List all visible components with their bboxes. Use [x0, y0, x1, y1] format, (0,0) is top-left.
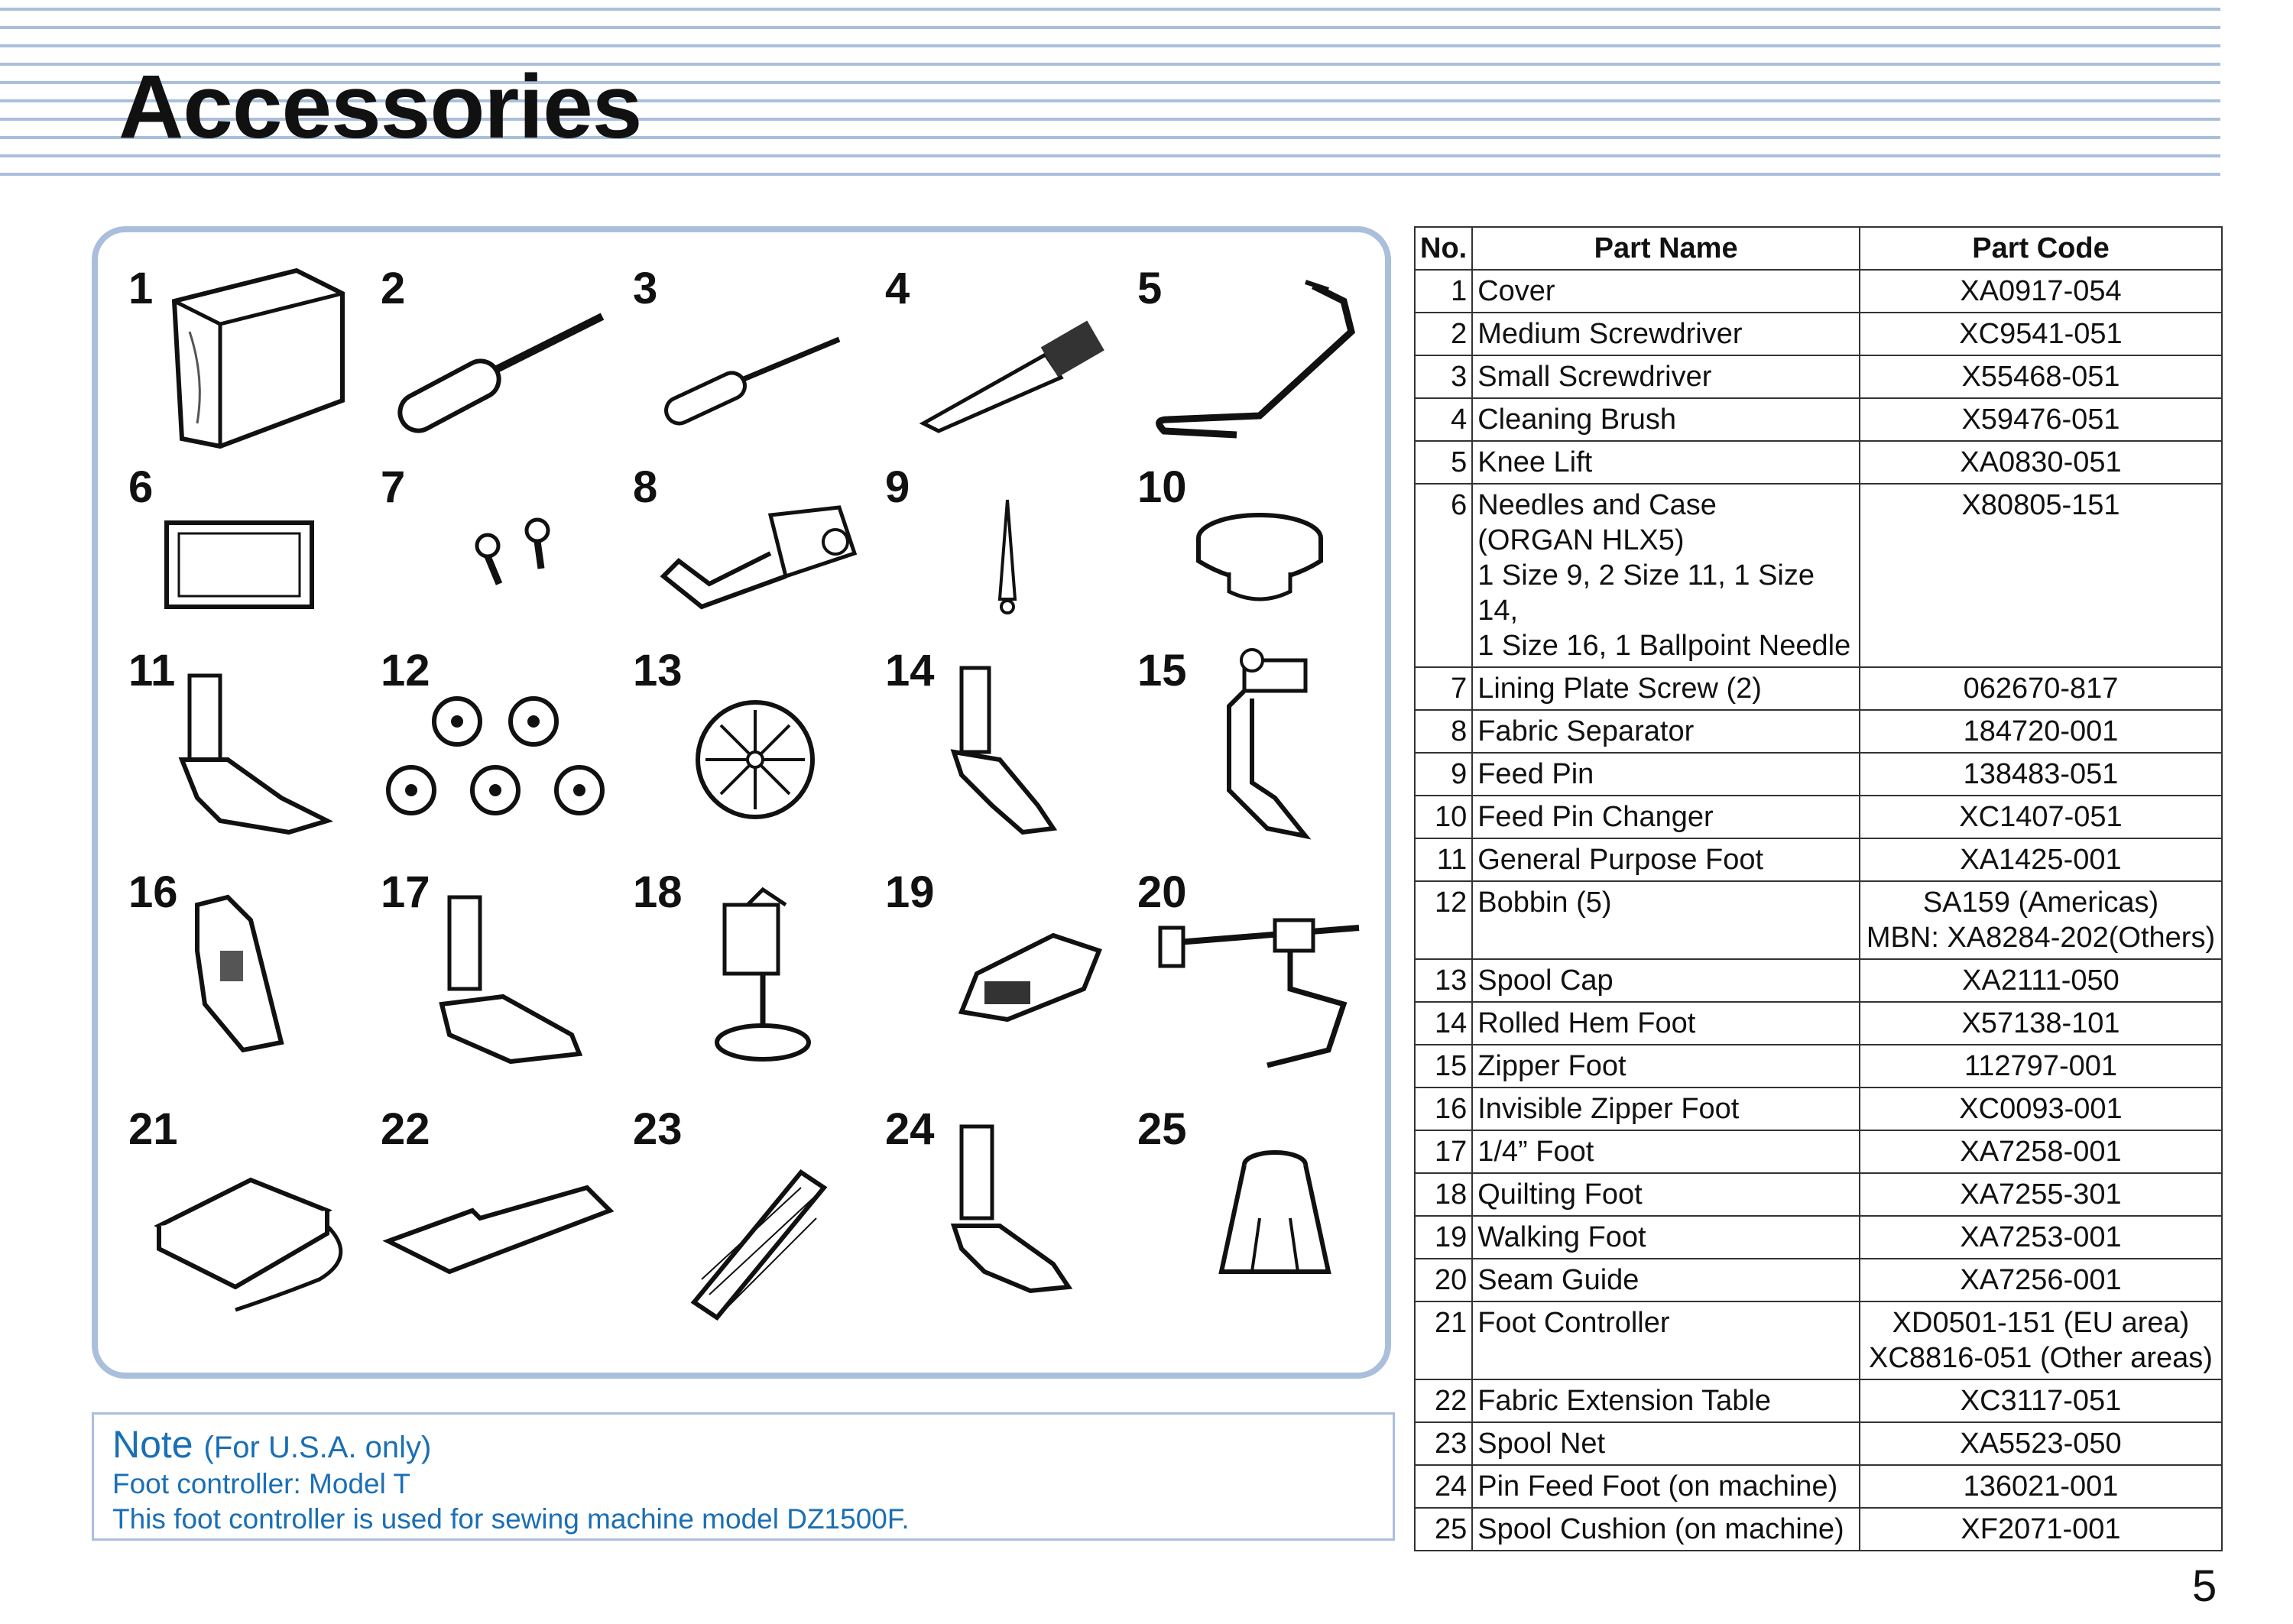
row-no: 14 — [1415, 1002, 1472, 1045]
row-no: 17 — [1415, 1130, 1472, 1173]
row-no: 5 — [1415, 441, 1472, 484]
item-number: 4 — [885, 264, 910, 313]
item-number: 16 — [128, 867, 178, 917]
accessories-illustration-panel — [92, 226, 1391, 1379]
feed-pin-changer-icon — [1183, 500, 1336, 614]
row-name: Knee Lift — [1472, 441, 1860, 484]
medium-screwdriver-icon — [381, 293, 625, 446]
accessory-cell-20 — [1137, 867, 1390, 1081]
screw-icon — [442, 507, 595, 614]
accessory-cell-15 — [1137, 645, 1390, 851]
row-name: Spool Net — [1472, 1422, 1860, 1465]
accessory-cell-22 — [381, 1104, 633, 1333]
accessory-cell-17 — [381, 867, 633, 1081]
usa-note-box — [92, 1412, 1395, 1541]
row-name: Rolled Hem Foot — [1472, 1002, 1860, 1045]
row-name: 1/4” Foot — [1472, 1130, 1860, 1173]
row-name: Cover — [1472, 270, 1860, 313]
item-number: 20 — [1137, 867, 1187, 917]
row-code: 184720-001 — [1860, 710, 2222, 753]
row-no: 2 — [1415, 313, 1472, 355]
table-row — [1415, 753, 2222, 796]
row-name: Feed Pin — [1472, 753, 1860, 796]
row-code: XA7258-001 — [1860, 1130, 2222, 1173]
row-name: Medium Screwdriver — [1472, 313, 1860, 355]
col-header-code: Part Code — [1860, 227, 2222, 270]
item-number: 23 — [633, 1104, 683, 1154]
row-code-line: XC8816-051 (Other areas) — [1869, 1342, 2213, 1374]
row-no: 7 — [1415, 667, 1472, 710]
row-code-line: SA159 (Americas) — [1922, 887, 2159, 919]
row-code: 112797-001 — [1860, 1045, 2222, 1088]
row-name-line: Needles and Case — [1477, 489, 1717, 521]
row-name: Quilting Foot — [1472, 1173, 1860, 1216]
row-no: 10 — [1415, 796, 1472, 838]
row-code: XA0830-051 — [1860, 441, 2222, 484]
accessory-cell-5 — [1137, 263, 1390, 454]
rolled-hem-foot-icon — [946, 660, 1130, 851]
row-no: 9 — [1415, 753, 1472, 796]
table-row — [1415, 484, 2222, 667]
row-no: 1 — [1415, 270, 1472, 313]
pin-feed-foot-icon — [939, 1119, 1122, 1318]
table-row — [1415, 270, 2222, 313]
row-name: Cleaning Brush — [1472, 398, 1860, 441]
row-name — [1472, 484, 1860, 667]
fabric-separator-icon — [648, 492, 877, 630]
row-no: 20 — [1415, 1259, 1472, 1301]
accessory-cell-19 — [885, 867, 1137, 1081]
item-number: 6 — [128, 462, 154, 512]
item-number: 24 — [885, 1104, 935, 1154]
row-name-line: 1 Size 16, 1 Ballpoint Needle — [1477, 630, 1851, 662]
row-code: X59476-051 — [1860, 398, 2222, 441]
row-name: Feed Pin Changer — [1472, 796, 1860, 838]
row-no: 15 — [1415, 1045, 1472, 1088]
row-no: 25 — [1415, 1508, 1472, 1551]
item-number: 3 — [633, 264, 658, 313]
accessory-cell-14 — [885, 645, 1137, 851]
item-number: 19 — [885, 867, 935, 917]
row-code: XC3117-051 — [1860, 1379, 2222, 1422]
needles-case-icon — [159, 515, 342, 630]
row-name-line: (ORGAN HLX5) — [1477, 524, 1685, 556]
item-number: 1 — [128, 264, 154, 313]
row-name: Foot Controller — [1472, 1301, 1860, 1379]
table-row — [1415, 881, 2222, 959]
row-no: 23 — [1415, 1422, 1472, 1465]
note-line-1: Foot controller: Model T — [112, 1468, 411, 1499]
item-number: 5 — [1137, 264, 1163, 313]
row-code: 136021-001 — [1860, 1465, 2222, 1508]
note-qualifier: (For U.S.A. only) — [203, 1431, 432, 1464]
row-code: XA7256-001 — [1860, 1259, 2222, 1301]
extension-table-icon — [381, 1172, 633, 1295]
accessory-cell-13 — [633, 645, 885, 851]
item-number: 14 — [885, 646, 935, 695]
table-row — [1415, 398, 2222, 441]
row-code: XC1407-051 — [1860, 796, 2222, 838]
quilting-foot-icon — [694, 882, 877, 1081]
row-name: Fabric Extension Table — [1472, 1379, 1860, 1422]
spool-cap-icon — [679, 683, 832, 836]
accessory-cell-12 — [381, 645, 633, 851]
col-header-name: Part Name — [1472, 227, 1860, 270]
row-name: Seam Guide — [1472, 1259, 1860, 1301]
row-code: XA7255-301 — [1860, 1173, 2222, 1216]
quarter-inch-foot-icon — [434, 890, 625, 1073]
row-code: XA2111-050 — [1860, 959, 2222, 1002]
row-code: 138483-051 — [1860, 753, 2222, 796]
knee-lift-icon — [1145, 271, 1382, 454]
row-code: XC0093-001 — [1860, 1088, 2222, 1130]
table-row — [1415, 355, 2222, 398]
item-number: 2 — [381, 264, 406, 313]
item-number: 7 — [381, 462, 406, 512]
item-number: 9 — [885, 462, 910, 512]
presser-foot-icon — [174, 668, 373, 851]
row-name-line: 1 Size 9, 2 Size 11, 1 Size 14, — [1477, 559, 1815, 627]
row-code — [1860, 881, 2222, 959]
row-code: XA0917-054 — [1860, 270, 2222, 313]
row-code: XA7253-001 — [1860, 1216, 2222, 1259]
row-code: X57138-101 — [1860, 1002, 2222, 1045]
row-no: 24 — [1415, 1465, 1472, 1508]
row-no: 19 — [1415, 1216, 1472, 1259]
table-row — [1415, 1301, 2222, 1379]
row-code: XA5523-050 — [1860, 1422, 2222, 1465]
table-row — [1415, 1508, 2222, 1551]
row-code-line: MBN: XA8284-202(Others) — [1866, 922, 2216, 954]
table-header-row — [1415, 227, 2222, 270]
invisible-zipper-foot-icon — [182, 890, 365, 1073]
row-no: 3 — [1415, 355, 1472, 398]
row-no: 8 — [1415, 710, 1472, 753]
note-title: Note — [112, 1423, 193, 1466]
row-name: Bobbin (5) — [1472, 881, 1860, 959]
item-number: 22 — [381, 1104, 430, 1154]
spool-net-icon — [663, 1149, 847, 1325]
row-code: 062670-817 — [1860, 667, 2222, 710]
accessory-cell-16 — [128, 867, 381, 1081]
accessory-cell-7 — [381, 462, 633, 637]
table-row — [1415, 838, 2222, 881]
row-name: Fabric Separator — [1472, 710, 1860, 753]
row-name: Invisible Zipper Foot — [1472, 1088, 1860, 1130]
table-row — [1415, 959, 2222, 1002]
item-number: 8 — [633, 462, 658, 512]
accessory-cell-23 — [633, 1104, 885, 1333]
accessory-cell-11 — [128, 645, 381, 851]
row-no: 4 — [1415, 398, 1472, 441]
row-name: Pin Feed Foot (on machine) — [1472, 1465, 1860, 1508]
row-name: Lining Plate Screw (2) — [1472, 667, 1860, 710]
accessory-cell-21 — [128, 1104, 381, 1333]
table-row — [1415, 1002, 2222, 1045]
spool-cushion-icon — [1206, 1142, 1344, 1295]
table-row — [1415, 710, 2222, 753]
row-code — [1860, 1301, 2222, 1379]
foot-controller-icon — [144, 1165, 373, 1333]
table-row — [1415, 796, 2222, 838]
accessory-cell-24 — [885, 1104, 1137, 1333]
accessory-cell-25 — [1137, 1104, 1390, 1333]
table-row — [1415, 313, 2222, 355]
row-name: Spool Cap — [1472, 959, 1860, 1002]
row-code: XF2071-001 — [1860, 1508, 2222, 1551]
row-name: General Purpose Foot — [1472, 838, 1860, 881]
item-number: 12 — [381, 646, 430, 695]
row-no: 12 — [1415, 881, 1472, 959]
accessory-cell-1 — [128, 263, 381, 454]
page-number: 5 — [2192, 1561, 2217, 1611]
row-no: 11 — [1415, 838, 1472, 881]
feed-pin-icon — [977, 492, 1038, 630]
accessory-cell-18 — [633, 867, 885, 1081]
item-number: 15 — [1137, 646, 1187, 695]
row-name: Zipper Foot — [1472, 1045, 1860, 1088]
accessory-cell-6 — [128, 462, 381, 637]
table-row — [1415, 1422, 2222, 1465]
table-row — [1415, 1259, 2222, 1301]
table-row — [1415, 667, 2222, 710]
accessory-cell-10 — [1137, 462, 1390, 637]
table-row — [1415, 1379, 2222, 1422]
page-title: Accessories — [118, 57, 642, 157]
bobbin-icon — [381, 691, 633, 844]
small-screwdriver-icon — [648, 309, 877, 446]
table-row — [1415, 1465, 2222, 1508]
item-number: 17 — [381, 867, 430, 917]
note-line-2: This foot controller is used for sewing machine model DZ1500F. — [112, 1503, 910, 1535]
table-row — [1415, 1130, 2222, 1173]
row-code: XC9541-051 — [1860, 313, 2222, 355]
accessory-cell-8 — [633, 462, 885, 637]
cover-icon — [151, 263, 381, 462]
row-code: X55468-051 — [1860, 355, 2222, 398]
cleaning-brush-icon — [908, 301, 1137, 454]
item-number: 13 — [633, 646, 683, 695]
item-number: 11 — [128, 646, 176, 695]
zipper-foot-icon — [1198, 645, 1382, 851]
accessory-cell-4 — [885, 263, 1137, 454]
accessory-cell-3 — [633, 263, 885, 454]
row-no: 22 — [1415, 1379, 1472, 1422]
accessory-cell-9 — [885, 462, 1137, 637]
table-row — [1415, 441, 2222, 484]
row-code: XA1425-001 — [1860, 838, 2222, 881]
row-code: X80805-151 — [1860, 484, 2222, 667]
table-row — [1415, 1088, 2222, 1130]
row-no: 21 — [1415, 1301, 1472, 1379]
row-no: 16 — [1415, 1088, 1472, 1130]
seam-guide-icon — [1145, 897, 1382, 1081]
note-heading — [112, 1422, 431, 1467]
accessory-cell-2 — [381, 263, 633, 454]
table-row — [1415, 1216, 2222, 1259]
item-number: 18 — [633, 867, 683, 917]
row-name: Walking Foot — [1472, 1216, 1860, 1259]
row-name: Small Screwdriver — [1472, 355, 1860, 398]
row-no: 18 — [1415, 1173, 1472, 1216]
col-header-no: No. — [1415, 227, 1472, 270]
parts-table — [1414, 226, 2223, 1551]
row-no: 13 — [1415, 959, 1472, 1002]
walking-foot-icon — [931, 912, 1130, 1065]
row-code-line: XD0501-151 (EU area) — [1892, 1307, 2190, 1339]
table-row — [1415, 1173, 2222, 1216]
table-row — [1415, 1045, 2222, 1088]
row-name: Spool Cushion (on machine) — [1472, 1508, 1860, 1551]
item-number: 10 — [1137, 462, 1187, 512]
item-number: 25 — [1137, 1104, 1187, 1154]
item-number: 21 — [128, 1104, 178, 1154]
row-no: 6 — [1415, 484, 1472, 667]
